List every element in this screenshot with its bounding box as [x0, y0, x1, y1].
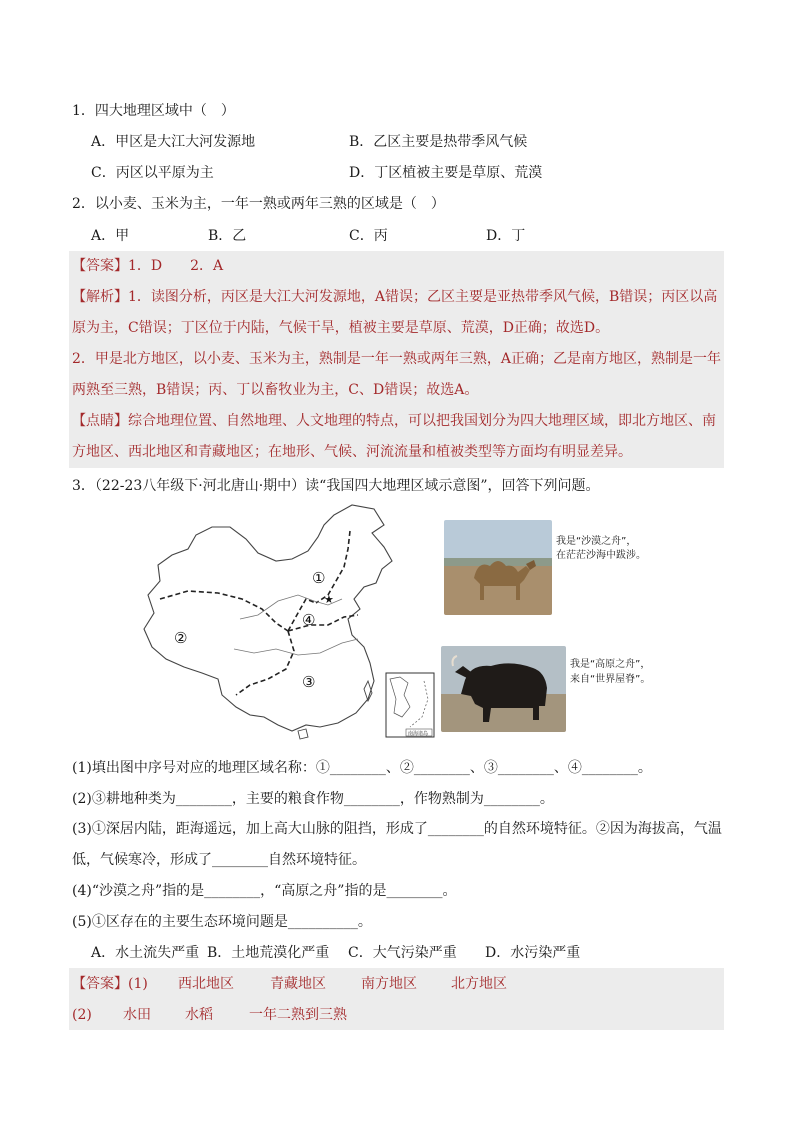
boundary-qinghai-south [236, 631, 294, 695]
q2-option-b: B．乙 [208, 228, 247, 244]
yak-caption-2: 来自“世界屋脊”。 [570, 674, 651, 685]
tip-line-1 [72, 411, 716, 431]
q2-option-c: C．丙 [349, 228, 388, 244]
q2-option-a: A．甲 [91, 228, 130, 244]
analysis-line-1 [72, 287, 717, 307]
q3-answer-tag: 【答案】 [72, 976, 128, 992]
q3-answer-2-b: 水稻 [185, 1007, 213, 1023]
china-regions-map [138, 503, 440, 743]
tip-text-1: 综合地理位置、自然地理、人文地理的特点，可以把我国划分为四大地理区域，即北方地区、南 [128, 413, 716, 429]
q1-stem: 1．四大地理区域中（ ） [72, 103, 235, 119]
q3-sub5: (5)①区存在的主要生态环境问题是__________。 [72, 914, 372, 930]
analysis-tag: 【解析】 [72, 289, 128, 305]
map-label-2: ② [174, 629, 188, 647]
camel-photo [444, 520, 552, 615]
q3-sub5-option-d: D．水污染严重 [485, 945, 581, 961]
analysis-line-2: 原为主，C错误；丁区位于内陆，气候干旱，植被主要是草原、荒漠，D正确；故选D。 [72, 320, 610, 336]
q3-stem: 3．（22-23八年级下·河北唐山·期中）读“我国四大地理区域示意图”，回答下列问题。 [72, 478, 600, 494]
tip-tag: 【点睛】 [72, 413, 128, 429]
q3-sub5-option-a: A．水土流失严重 [91, 945, 200, 961]
q3-sub3-line1: (3)①深居内陆，距海遥远，加上高大山脉的阻挡，形成了________的自然环境特征。②因为海拔高，气温 [72, 821, 722, 837]
q1-option-a: A．甲区是大江大河发源地 [91, 134, 256, 150]
q3-sub2: (2)③耕地种类为________，主要的粮食作物________，作物熟制为________。 [72, 791, 554, 807]
q3-sub4: (4)“沙漠之舟”指的是________，“高原之舟”指的是________。 [72, 883, 457, 899]
south-china-sea-inset [386, 673, 434, 737]
answer-line [72, 256, 223, 276]
answer-text: 1．D 2．A [128, 258, 224, 274]
boundary-northwest-qinghai [160, 591, 288, 631]
q3-answer-num-1: (1) [128, 976, 148, 992]
map-label-3: ③ [302, 673, 316, 691]
q3-sub5-option-c: C．大气污染严重 [348, 945, 457, 961]
map-label-1: ① [312, 569, 326, 587]
q3-answer-1-b: 青藏地区 [270, 976, 326, 992]
q3-answer-1-c: 南方地区 [361, 976, 417, 992]
capital-star-icon: ★ [324, 593, 334, 606]
boundary-qinling-huaihe [288, 615, 358, 631]
q1-option-c: C．丙区以平原为主 [91, 165, 214, 181]
q3-sub5-option-b: B．土地荒漠化严重 [207, 945, 330, 961]
yak-caption-1: 我是“高原之舟”， [570, 659, 651, 670]
camel-caption-1: 我是“沙漠之舟”， [556, 536, 637, 547]
inset-label: 南海诸岛 [408, 731, 429, 737]
analysis-line-4: 两熟至三熟，B错误；丙、丁以畜牧业为主，C、D错误；故选A。 [72, 382, 479, 398]
q3-answer-num-2: (2) [72, 1007, 92, 1023]
tip-line-2: 方地区、西北地区和青藏地区；在地形、气候、河流流量和植被类型等方面均有明显差异。 [72, 444, 632, 460]
q3-answer-1-a: 西北地区 [178, 976, 234, 992]
q2-option-d: D．丁 [486, 228, 526, 244]
hainan-island [298, 729, 308, 739]
q3-answer-row-1 [72, 974, 148, 994]
q3-answer-2-c: 一年二熟到三熟 [249, 1007, 347, 1023]
yak-photo [441, 646, 566, 732]
analysis-text-1: 1．读图分析，丙区是大江大河发源地，A错误；乙区主要是亚热带季风气候，B错误；丙区以高 [128, 289, 718, 305]
q1-option-d: D．丁区植被主要是草原、荒漠 [349, 165, 543, 181]
q3-answer-2-a: 水田 [123, 1007, 151, 1023]
q3-sub1: (1)填出图中序号对应的地理区域名称：①________、②________、③________、④________。 [72, 760, 652, 776]
map-label-4: ④ [302, 611, 316, 629]
yangtze-river [234, 639, 358, 655]
map-country-outline [144, 505, 392, 731]
camel-image [444, 520, 552, 615]
analysis-line-3: 2．甲是北方地区，以小麦、玉米为主，熟制是一年一熟或两年三熟，A正确；乙是南方地区，熟制是一年 [72, 351, 722, 367]
answer-tag: 【答案】 [72, 258, 128, 274]
camel-caption-2: 在茫茫沙海中跋涉。 [556, 550, 646, 561]
q3-sub3-line2: 低，气候寒冷，形成了________自然环境特征。 [72, 852, 366, 868]
q3-answer-1-d: 北方地区 [451, 976, 507, 992]
q1-option-b: B．乙区主要是热带季风气候 [349, 134, 528, 150]
yak-image [441, 646, 566, 732]
q2-stem: 2．以小麦、玉米为主，一年一熟或两年三熟的区域是（ ） [72, 196, 445, 212]
